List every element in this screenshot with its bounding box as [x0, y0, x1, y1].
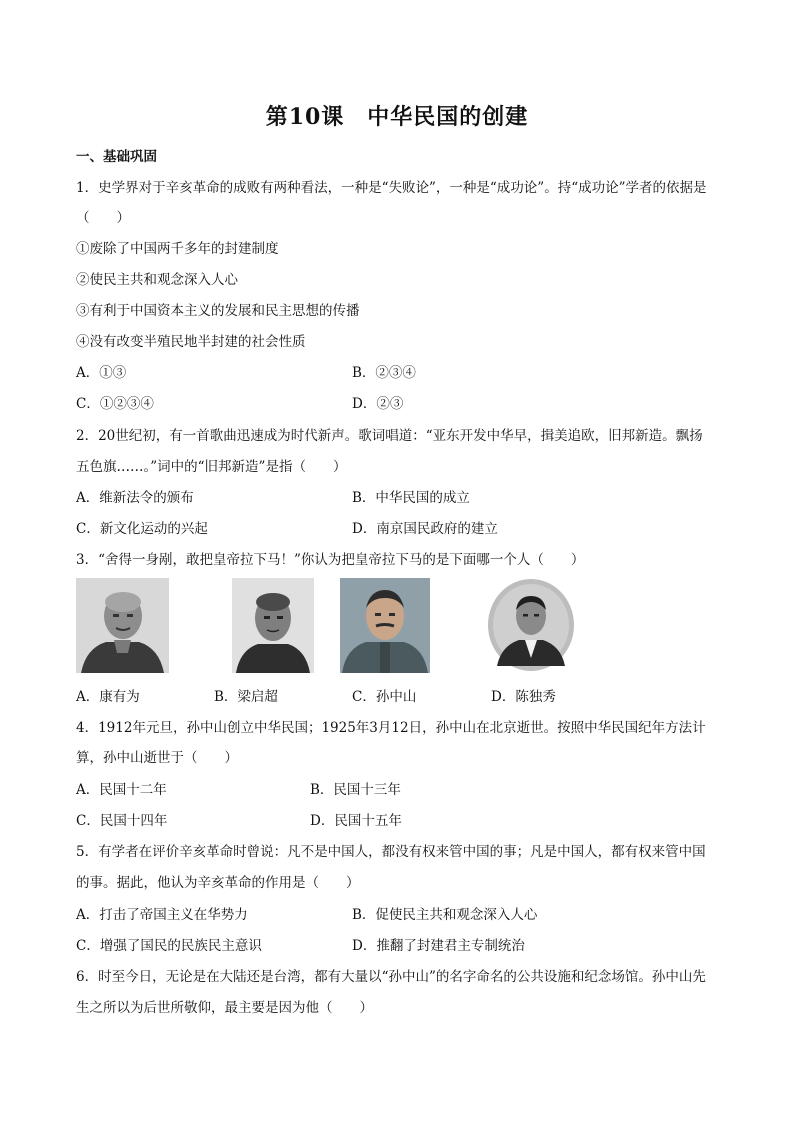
- q3-option-d: D．陈独秀: [491, 689, 556, 705]
- q1-stem-line1: 1．史学界对于辛亥革命的成败有两种看法，一种是“失败论”，一种是“成功论”。持“成功论”学者的依据是: [76, 180, 707, 196]
- section-heading: 一、基础巩固: [76, 149, 157, 165]
- q5-option-c: C．增强了国民的民族民主意识: [76, 938, 262, 954]
- q1-option-c: C．①②③④: [76, 396, 154, 412]
- q4-option-d: D．民国十五年: [310, 813, 402, 829]
- q1-item-1: ①废除了中国两千多年的封建制度: [76, 241, 279, 257]
- q4-option-b: B．民国十三年: [310, 782, 401, 798]
- q5-option-d: D．推翻了封建君主专制统治: [352, 938, 525, 954]
- q6-stem-line1: 6．时至今日，无论是在大陆还是台湾，都有大量以“孙中山”的名字命名的公共设施和纪念场馆。孙中山先: [76, 969, 706, 985]
- q5-stem-line2: 的事。据此，他认为辛亥革命的作用是（ ）: [76, 875, 360, 891]
- q1-stem-line2: （ ）: [76, 210, 130, 226]
- q5-stem-line1: 5．有学者在评价辛亥革命时曾说：凡不是中国人，都没有权来管中国的事；凡是中国人，都有权来管中国: [76, 844, 706, 860]
- q5-option-b: B．促使民主共和观念深入人心: [352, 907, 538, 923]
- q3-option-b: B．梁启超: [214, 689, 278, 705]
- q2-stem-line2: 五色旗……。”词中的“旧邦新造”是指（ ）: [76, 459, 347, 475]
- page-title: 第10课 中华民国的创建: [265, 104, 529, 130]
- q4-option-a: A．民国十二年: [76, 782, 167, 798]
- q2-option-d: D．南京国民政府的建立: [352, 521, 498, 537]
- q4-option-c: C．民国十四年: [76, 813, 168, 829]
- portrait-photo-kang-youwei: [76, 578, 169, 673]
- q2-option-a: A．维新法令的颁布: [76, 490, 194, 506]
- q1-option-d: D．②③: [352, 396, 404, 412]
- portrait-photo-chen-duxiu: [487, 578, 575, 673]
- q4-stem-line1: 4．1912年元旦，孙中山创立中华民国；1925年3月12日，孙中山在北京逝世。按照中华民国纪年方法计: [76, 720, 706, 736]
- q2-option-b: B．中华民国的成立: [352, 490, 470, 506]
- q1-option-a: A．①③: [76, 365, 127, 381]
- q1-option-b: B．②③④: [352, 365, 416, 381]
- q4-stem-line2: 算，孙中山逝世于（ ）: [76, 750, 238, 766]
- q1-item-4: ④没有改变半殖民地半封建的社会性质: [76, 334, 306, 350]
- q3-option-c: C．孙中山: [352, 689, 417, 705]
- q6-stem-line2: 生之所以为后世所敬仰，最主要是因为他（ ）: [76, 1000, 373, 1016]
- q1-item-3: ③有利于中国资本主义的发展和民主思想的传播: [76, 303, 360, 319]
- q3-option-a: A．康有为: [76, 689, 140, 705]
- q2-stem-line1: 2．20世纪初，有一首歌曲迅速成为时代新声。歌词唱道：“亚东开发中华早，揖美追欧，旧邦新造。飘扬: [76, 428, 703, 444]
- portrait-photo-sun-yat-sen: [340, 578, 430, 673]
- q2-option-c: C．新文化运动的兴起: [76, 521, 208, 537]
- q3-stem: 3．“舍得一身剐，敢把皇帝拉下马！”你认为把皇帝拉下马的是下面哪一个人（ ）: [76, 552, 585, 568]
- portrait-photo-liang-qichao: [232, 578, 314, 673]
- q1-item-2: ②使民主共和观念深入人心: [76, 272, 238, 288]
- q5-option-a: A．打击了帝国主义在华势力: [76, 907, 248, 923]
